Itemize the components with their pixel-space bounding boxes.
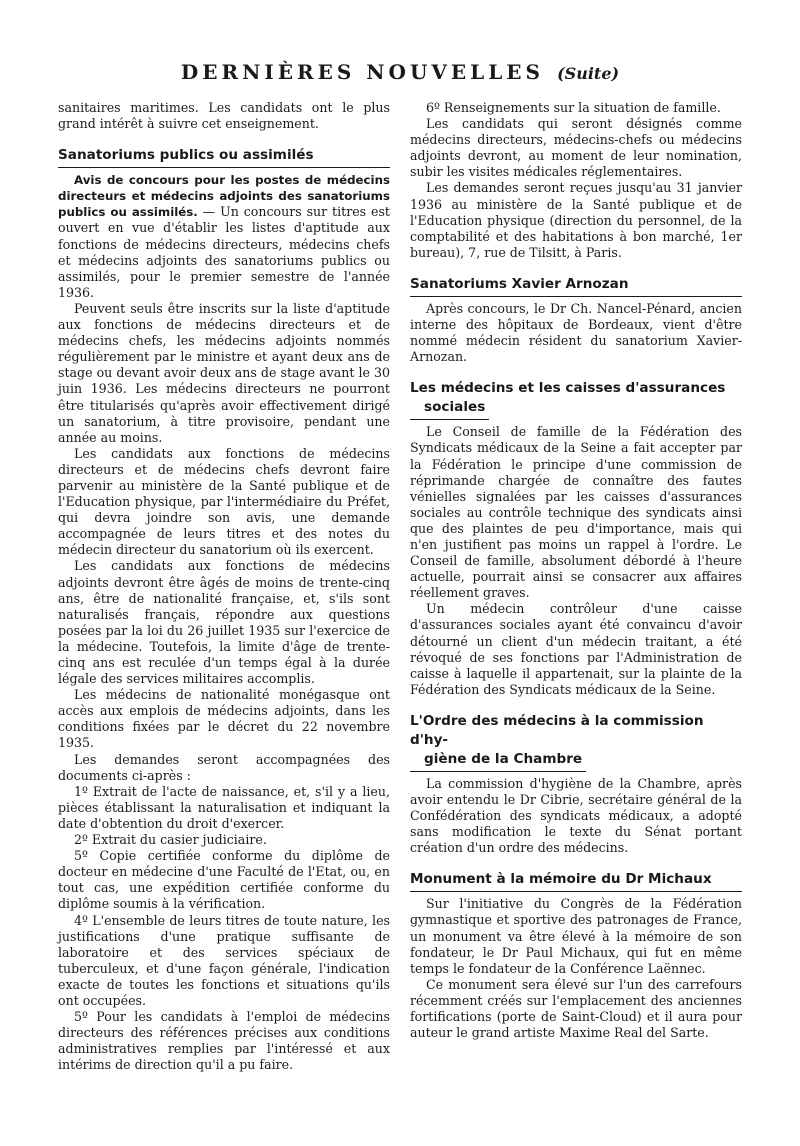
section-heading-assurances-sociales-cont: sociales bbox=[410, 398, 489, 420]
section-heading-ordre-medecins: L'Ordre des médecins à la commission d'hy- bbox=[410, 712, 704, 748]
paragraph: Les demandes seront accompagnées des documents ci-après : bbox=[58, 751, 390, 783]
paragraph: Après concours, le Dr Ch. Nancel-Pénard, ancien interne des hôpitaux de Bordeaux, vient d'être nommé médecin résident du sanatorium Xavier-Arnozan. bbox=[410, 300, 742, 365]
paragraph: Les candidats qui seront désignés comme médecins directeurs, médecins-chefs ou médecins adjoints devront, au moment de leur nomination, subir les visites médicales réglementaires. bbox=[410, 116, 742, 180]
list-item: 6º Renseignements sur la situation de famille. bbox=[426, 100, 721, 115]
list-item: 5º Pour les candidats à l'emploi de médecins directeurs des références précises aux conditions administratives remplies par l'intéressé et aux intérims de direction qu'il a pu faire. bbox=[58, 1009, 390, 1073]
paragraph: Les médecins de nationalité monégasque ont accès aux emplois de médecins adjoints, dans les conditions fixées par le décret du 22 novembre 1935. bbox=[58, 687, 390, 751]
section-heading-monument-michaux: Monument à la mémoire du Dr Michaux bbox=[410, 870, 742, 892]
paragraph: Les demandes seront reçues jusqu'au 31 janvier 1936 au ministère de la Santé publique et de l'Education physique (direction du personnel, de la comptabilité et des habitations à bon marché, 1er bureau), 7, rue de Tilsitt, à Paris. bbox=[410, 180, 742, 260]
running-header bbox=[0, 60, 800, 84]
header-suite: (Suite) bbox=[557, 64, 620, 83]
header-title: DERNIÈRES NOUVELLES bbox=[180, 60, 544, 84]
paragraph: Les candidats aux fonctions de médecins directeurs et de médecins chefs devront faire parvenir au ministère de la Santé publique et de l'Education physique, par l'intermédiaire du Préfet, qui devra joindre son avis, une demande accompagnée de leurs titres et des notes du médecin directeur du sanatorium où ils exercent. bbox=[58, 445, 390, 558]
list-item: 4º L'ensemble de leurs titres de toute nature, les justifications d'une pratique suffisante de laboratoire et des services spéciaux de tuberculeux, et d'une façon générale, l'indication exacte de toutes les fonctions et situations qu'ils ont occupées. bbox=[58, 912, 390, 1008]
paragraph: Peuvent seuls être inscrits sur la liste d'aptitude aux fonctions de médecins directeurs et de médecins chefs, les médecins adjoints nommés régulièrement par le ministre et ayant deux ans de stage ou devant avoir deux ans de stage avant le 30 juin 1936. Les médecins directeurs ne pourront être titularisés qu'après avoir effectivement dirigé un sanatorium, à titre provisoire, pendant une année au moins. bbox=[58, 300, 390, 445]
section-heading-sanatoriums-publics: Sanatoriums publics ou assimilés bbox=[58, 146, 390, 168]
left-column bbox=[58, 100, 390, 1073]
paragraph: Un médecin contrôleur d'une caisse d'assurances sociales ayant été convaincu d'avoir détourné un client d'un médecin traitant, a été révoqué de ses fonctions par l'Administration de caisse à laquelle il appartenait, sur la plainte de la Fédération des Syndicats médicaux de la Seine. bbox=[410, 601, 742, 697]
list-item: 5º Copie certifiée conforme du diplôme de docteur en médecine d'une Faculté de l'Etat, ou, en tout cas, une expédition certifiée conforme du diplôme soumis à la vérification. bbox=[58, 848, 390, 912]
list-item: 1º Extrait de l'acte de naissance, et, s'il y a lieu, pièces établissant la naturalisation et indiquant la date d'obtention du droit d'exercer. bbox=[58, 783, 390, 831]
right-column bbox=[410, 100, 742, 1041]
paragraph: Ce monument sera élevé sur l'un des carrefours récemment créés sur l'emplacement des anciennes fortifications (porte de Saint-Cloud) et il aura pour auteur le grand artiste Maxime Real del Sarte. bbox=[410, 976, 742, 1041]
section-heading-ordre-medecins-cont: giène de la Chambre bbox=[410, 750, 586, 772]
paragraph: Le Conseil de famille de la Fédération des Syndicats médicaux de la Seine a fait accepter par la Fédération le principe d'une commission de réprimande chargée de connaître des fautes vénielles signalées par les caisses d'assurances sociales au contrôle technique des syndicats ainsi que des plaintes de peu d'importance, mais qui n'en justifient pas moins un rappel à l'ordre. Le Conseil de famille, absolument débordé à l'heure actuelle, pourrait ainsi se consacrer aux affaires réellement graves. bbox=[410, 424, 742, 601]
notice-text: — Un concours sur titres est ouvert en vue d'établir les listes d'aptitude aux fonctions de médecins directeurs, médecins chefs et médecins adjoints des sanatoriums publics ou assimilés, pour le premier semestre de l'année 1936. bbox=[58, 204, 390, 300]
notice-lead: Avis de concours pour les postes de médecins directeurs et médecins adjoints des sanatoriums publics ou assimilés. bbox=[58, 173, 390, 220]
intro-paragraph: sanitaires maritimes. Les candidats ont le plus grand intérêt à suivre cet enseignement. bbox=[58, 100, 390, 132]
paragraph: Les candidats aux fonctions de médecins adjoints devront être âgés de moins de trente-cinq ans, être de nationalité française, et, s'ils sont naturalisés français, répondre aux questions posées par la loi du 26 juillet 1935 sur l'exercice de la médecine. Toutefois, la limite d'âge de trente-cinq ans est reculée d'un temps égal à la durée légale des services militaires accomplis. bbox=[58, 558, 390, 687]
section-heading-xavier-arnozan: Sanatoriums Xavier Arnozan bbox=[410, 275, 742, 297]
list-item: 2º Extrait du casier judiciaire. bbox=[74, 832, 267, 848]
paragraph: La commission d'hygiène de la Chambre, après avoir entendu le Dr Cibrie, secrétaire général de la Confédération des syndicats médicaux, a adopté sans modification le texte du Sénat portant création d'un ordre des médecins. bbox=[410, 775, 742, 856]
paragraph: Sur l'initiative du Congrès de la Fédération gymnastique et sportive des patronages de France, un monument va être élevé à la mémoire de son fondateur, le Dr Paul Michaux, qui fut en même temps le fondateur de la Conférence Laënnec. bbox=[410, 896, 742, 976]
paragraph bbox=[58, 172, 390, 301]
section-heading-assurances-sociales: Les médecins et les caisses d'assurances bbox=[410, 380, 726, 397]
